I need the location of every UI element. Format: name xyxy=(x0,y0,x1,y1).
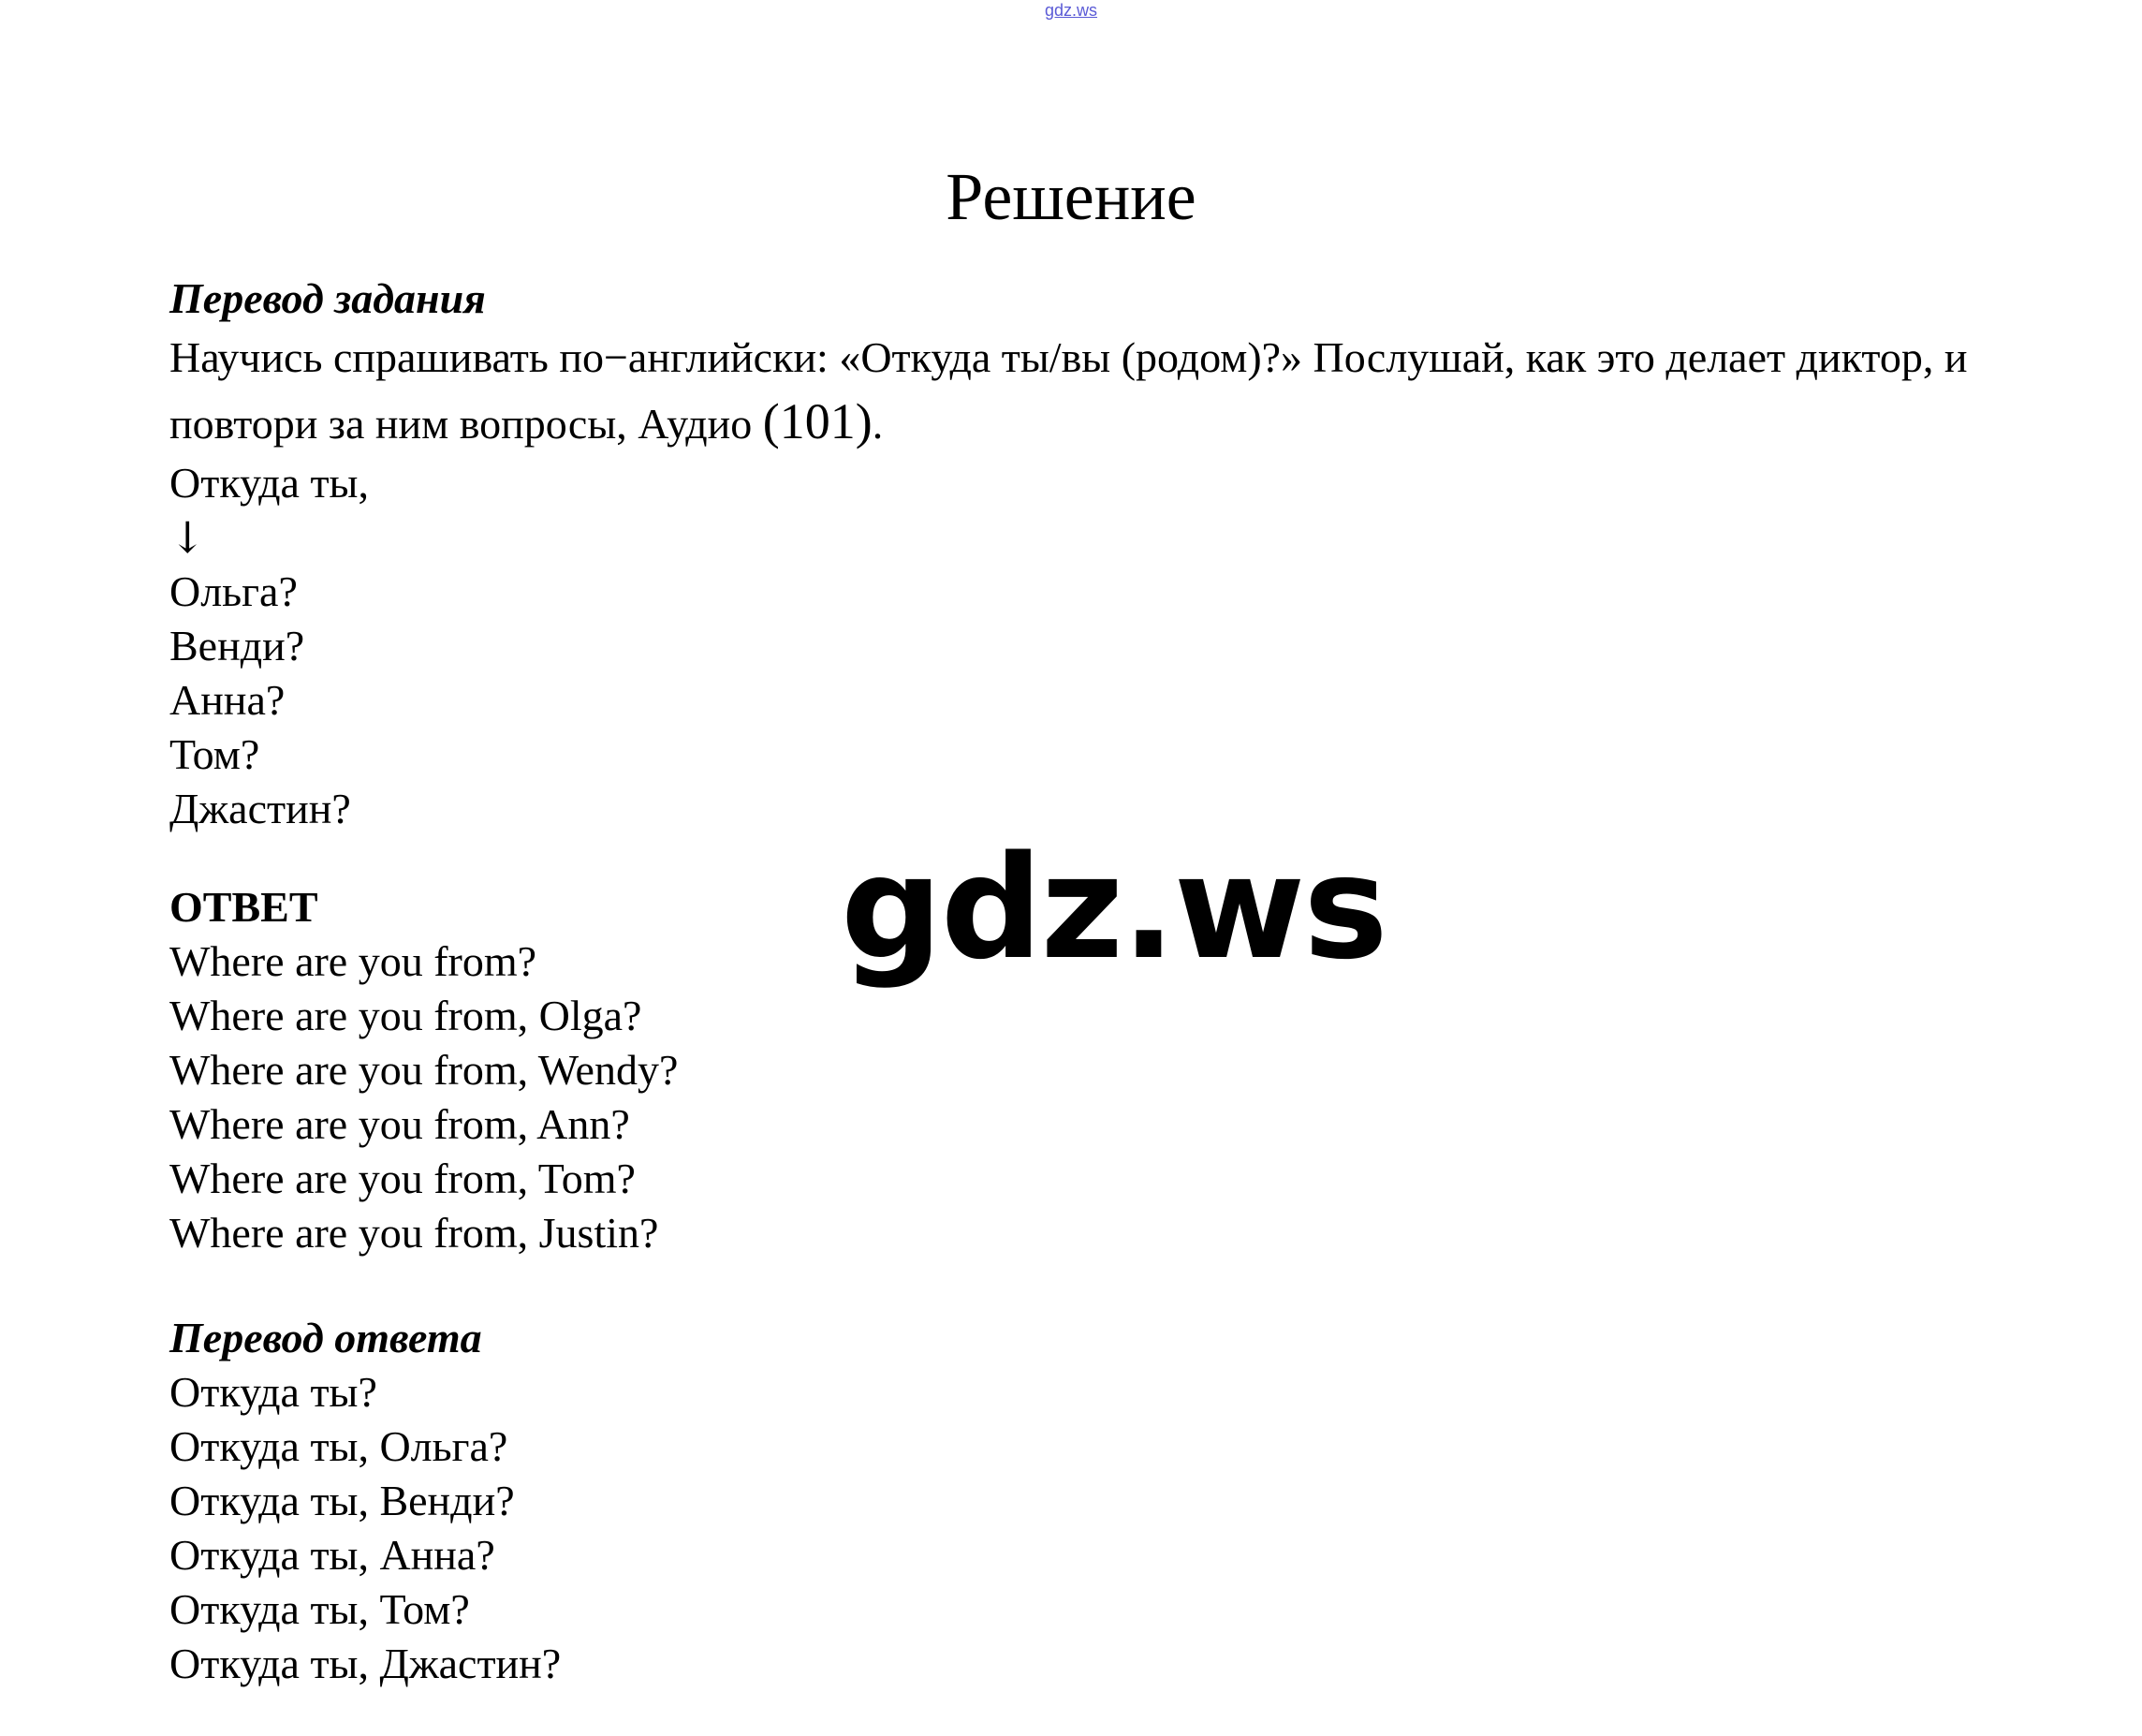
watermark-logo: gdz.ws xyxy=(841,825,1386,991)
translation-line: Откуда ты? xyxy=(169,1368,377,1416)
task-line: Том? xyxy=(169,730,260,778)
translation-line: Откуда ты, Венди? xyxy=(169,1477,515,1524)
answer-line: Where are you from, Wendy? xyxy=(169,1046,679,1094)
audio-number: (101) xyxy=(762,393,873,449)
translation-line: Откуда ты, Джастин? xyxy=(169,1640,562,1687)
down-arrow-icon: ↓ xyxy=(169,512,206,563)
site-tag-link[interactable]: gdz.ws xyxy=(1044,1,1098,20)
answer-heading: ОТВЕТ xyxy=(169,883,318,931)
translation-line: Откуда ты, Анна? xyxy=(169,1531,495,1579)
task-text-main: Научись спрашивать по−английски: «Откуда ты/вы (родом)?» Послушай, как это делает диктор, и повтори за ним вопросы, Аудио xyxy=(169,333,1968,448)
answer-line: Where are you from? xyxy=(169,937,537,985)
answer-line: Where are you from, Olga? xyxy=(169,992,642,1039)
task-translation-section xyxy=(169,272,1995,836)
task-text-end: . xyxy=(872,400,884,448)
task-line: Анна? xyxy=(169,676,286,724)
answer-line: Where are you from, Ann? xyxy=(169,1100,630,1148)
answer-translation-heading: Перевод ответа xyxy=(169,1314,482,1361)
task-line: Венди? xyxy=(169,622,305,669)
page-title: Решение xyxy=(946,159,1196,234)
answer-line: Where are you from, Justin? xyxy=(169,1209,659,1257)
task-text xyxy=(169,326,1995,456)
task-translation-heading: Перевод задания xyxy=(169,274,486,322)
translation-line: Откуда ты, Том? xyxy=(169,1585,470,1633)
translation-line: Откуда ты, Ольга? xyxy=(169,1422,508,1470)
answer-line: Where are you from, Tom? xyxy=(169,1155,636,1202)
answer-translation-section xyxy=(169,1311,1995,1691)
task-line: Откуда ты, xyxy=(169,459,369,507)
task-line: Ольга? xyxy=(169,567,298,615)
task-line: Джастин? xyxy=(169,785,351,832)
